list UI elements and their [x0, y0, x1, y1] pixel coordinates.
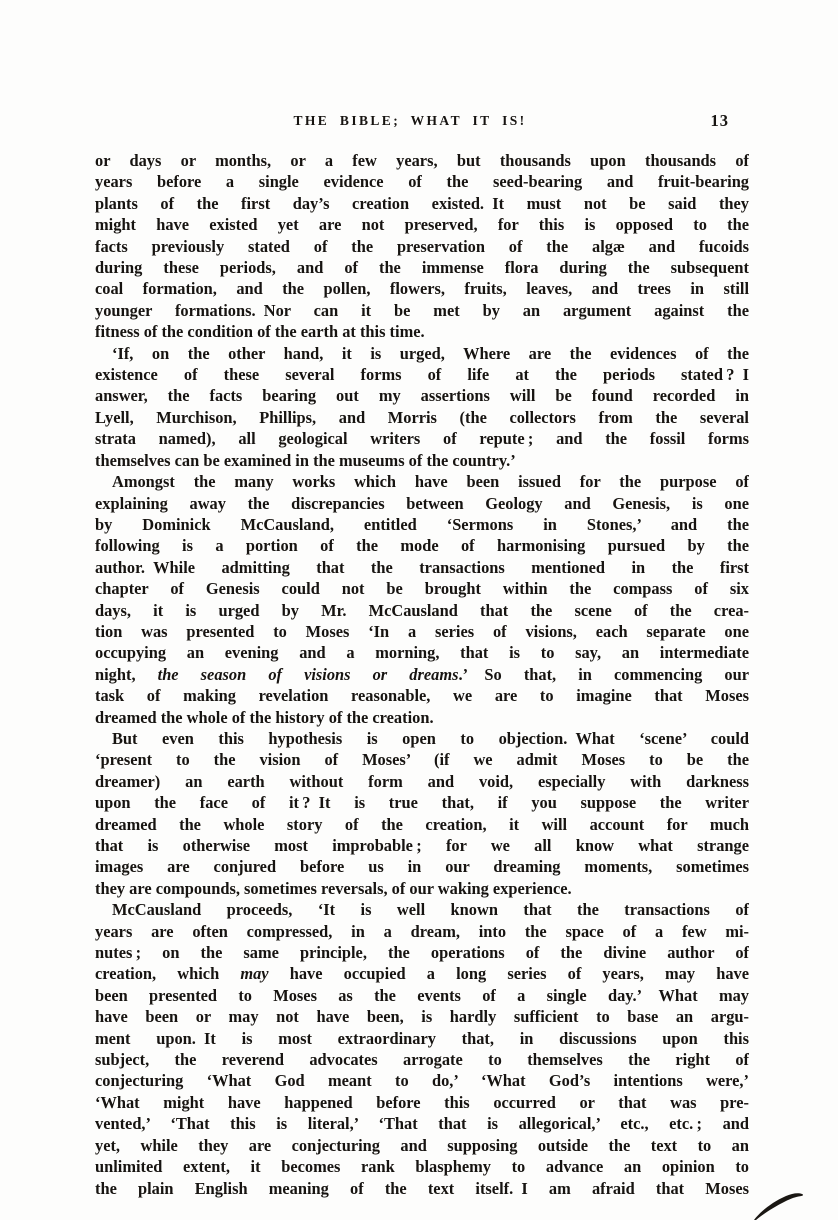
- running-head: [95, 113, 749, 137]
- text-line: [95, 257, 749, 278]
- italic-text-run: the season of visions or dreams: [157, 664, 459, 684]
- text-run: dreamed the whole of the history of the creation.: [95, 707, 434, 727]
- text-run: Amongst the many works which have been issued for the purpose of: [112, 472, 749, 492]
- text-line: [95, 1006, 749, 1027]
- text-run: McCausland proceeds, ‘It is well known that the transactions of: [112, 900, 749, 920]
- text-run: during these periods, and of the immense flora during the subsequent: [95, 258, 749, 278]
- text-run: author. While admitting that the transactions mentioned in the first: [95, 557, 749, 577]
- text-line: [95, 1092, 749, 1113]
- text-line: [95, 1049, 749, 1070]
- italic-text-run: may: [240, 964, 269, 984]
- text-line: [95, 535, 749, 556]
- text-line: [95, 600, 749, 621]
- text-line: [95, 364, 749, 385]
- text-line: [95, 707, 749, 728]
- text-run: by Dominick McCausland, entitled ‘Sermons in Stones,’ and the: [95, 514, 749, 534]
- text-line: [95, 450, 749, 471]
- text-run: chapter of Genesis could not be brought within the compass of six: [95, 579, 749, 599]
- text-run: subject, the reverend advocates arrogate to themselves the right of: [95, 1050, 749, 1070]
- text-line: [95, 835, 749, 856]
- text-line: [95, 792, 749, 813]
- text-run: yet, while they are conjecturing and supposing outside the text to an: [95, 1135, 749, 1155]
- text-line: [95, 493, 749, 514]
- text-run: conjecturing ‘What God meant to do,’ ‘What God’s intentions were,’: [95, 1071, 749, 1091]
- text-line: [95, 642, 749, 663]
- page-title: THE BIBLE; WHAT IT IS!: [293, 113, 527, 128]
- text-run: have occupied a long series of years, may have: [268, 964, 749, 984]
- text-line: [95, 728, 749, 749]
- text-line: [95, 749, 749, 770]
- text-line: [95, 899, 749, 920]
- text-run: task of making revelation reasonable, we are to imagine that Moses: [95, 686, 749, 706]
- text-run: tion was presented to Moses ‘In a series of visions, each separate one: [95, 621, 749, 641]
- text-run: Lyell, Murchison, Phillips, and Morris (the collectors from the several: [95, 407, 749, 427]
- text-line: [95, 942, 749, 963]
- text-run: .’ So that, in commencing our: [458, 664, 749, 684]
- text-run: days, it is urged by Mr. McCausland that the scene of the crea-: [95, 600, 749, 620]
- text-run: that is otherwise most improbable ; for we all know what strange: [95, 836, 749, 855]
- text-line: [95, 985, 749, 1006]
- text-line: [95, 171, 749, 192]
- text-line: [95, 1028, 749, 1049]
- text-run: existence of these several forms of life at the periods stated ? I: [95, 365, 749, 385]
- text-run: dreamer) an earth without form and void, especially with darkness: [95, 771, 749, 791]
- text-run: occupying an evening and a morning, that is to say, an intermediate: [95, 643, 749, 663]
- text-run: been presented to Moses as the events of a single day.’ What may: [95, 985, 749, 1005]
- text-run: strata named), all geological writers of repute ; and the fossil forms: [95, 429, 749, 449]
- text-run: years are often compressed, in a dream, into the space of a few mi-: [95, 921, 749, 941]
- text-line: [95, 1156, 749, 1177]
- text-line: [95, 963, 749, 984]
- text-line: [95, 300, 749, 321]
- text-line: [95, 193, 749, 214]
- text-run: dreamed the whole story of the creation, it will account for much: [95, 814, 749, 834]
- text-line: [95, 278, 749, 299]
- text-line: [95, 214, 749, 235]
- text-run: years before a single evidence of the seed-bearing and fruit-bearing: [95, 172, 749, 192]
- text-block: [95, 150, 749, 1199]
- ink-smudge-icon: [748, 1186, 820, 1220]
- text-line: [95, 814, 749, 835]
- text-run: images are conjured before us in our dreaming moments, sometimes: [95, 857, 749, 877]
- text-run: creation, which: [95, 964, 241, 984]
- text-line: [95, 150, 749, 171]
- text-line: [95, 771, 749, 792]
- text-run: or days or months, or a few years, but thousands upon thousands of: [95, 151, 749, 170]
- text-line: [95, 578, 749, 599]
- text-line: [95, 878, 749, 899]
- text-run: unlimited extent, it becomes rank blasphemy to advance an opinion to: [95, 1157, 749, 1177]
- text-line: [95, 1070, 749, 1091]
- text-run: fitness of the condition of the earth at this time.: [95, 322, 425, 342]
- text-line: [95, 621, 749, 642]
- page-number: 13: [710, 111, 729, 130]
- text-run: have been or may not have been, is hardly sufficient to base an argu-: [95, 1007, 749, 1027]
- text-run: ‘What might have happened before this occurred or that was pre-: [95, 1092, 749, 1112]
- text-line: [95, 1178, 749, 1199]
- text-line: [95, 1135, 749, 1156]
- text-line: [95, 921, 749, 942]
- text-run: nutes ; on the same principle, the operations of the divine author of: [95, 943, 749, 963]
- text-run: ‘If, on the other hand, it is urged, Where are the evidences of the: [112, 343, 749, 363]
- text-run: they are compounds, sometimes reversals, of our waking experience.: [95, 878, 572, 898]
- text-line: [95, 856, 749, 877]
- text-line: [95, 321, 749, 342]
- text-run: might have existed yet are not preserved, for this is opposed to the: [95, 215, 749, 235]
- text-run: facts previously stated of the preservation of the algæ and fucoids: [95, 236, 749, 256]
- text-run: vented,’ ‘That this is literal,’ ‘That that is allegorical,’ etc., etc. ; and: [95, 1114, 749, 1134]
- text-run: But even this hypothesis is open to objection. What ‘scene’ could: [112, 728, 749, 748]
- text-run: upon the face of it ? It is true that, if you suppose the writer: [95, 793, 749, 813]
- text-run: answer, the facts bearing out my assertions will be found recorded in: [95, 386, 749, 406]
- text-line: [95, 343, 749, 364]
- text-run: ment upon. It is most extraordinary that, in discussions upon this: [95, 1028, 749, 1048]
- text-line: [95, 685, 749, 706]
- text-line: [95, 557, 749, 578]
- text-line: [95, 407, 749, 428]
- text-line: [95, 664, 749, 685]
- text-run: the plain English meaning of the text itself. I am afraid that Moses: [95, 1178, 749, 1198]
- text-line: [95, 514, 749, 535]
- text-line: [95, 471, 749, 492]
- text-run: following is a portion of the mode of harmonising pursued by the: [95, 536, 749, 556]
- text-run: ‘present to the vision of Moses’ (if we admit Moses to be the: [95, 750, 749, 770]
- text-run: plants of the first day’s creation existed. It must not be said they: [95, 193, 749, 213]
- text-run: coal formation, and the pollen, flowers, fruits, leaves, and trees in still: [95, 279, 749, 299]
- text-run: explaining away the discrepancies between Geology and Genesis, is one: [95, 493, 749, 513]
- text-line: [95, 1113, 749, 1134]
- text-run: night,: [95, 664, 158, 684]
- text-run: younger formations. Nor can it be met by an argument against the: [95, 300, 749, 320]
- text-line: [95, 236, 749, 257]
- text-line: [95, 428, 749, 449]
- text-line: [95, 385, 749, 406]
- text-run: themselves can be examined in the museums of the country.’: [95, 450, 516, 470]
